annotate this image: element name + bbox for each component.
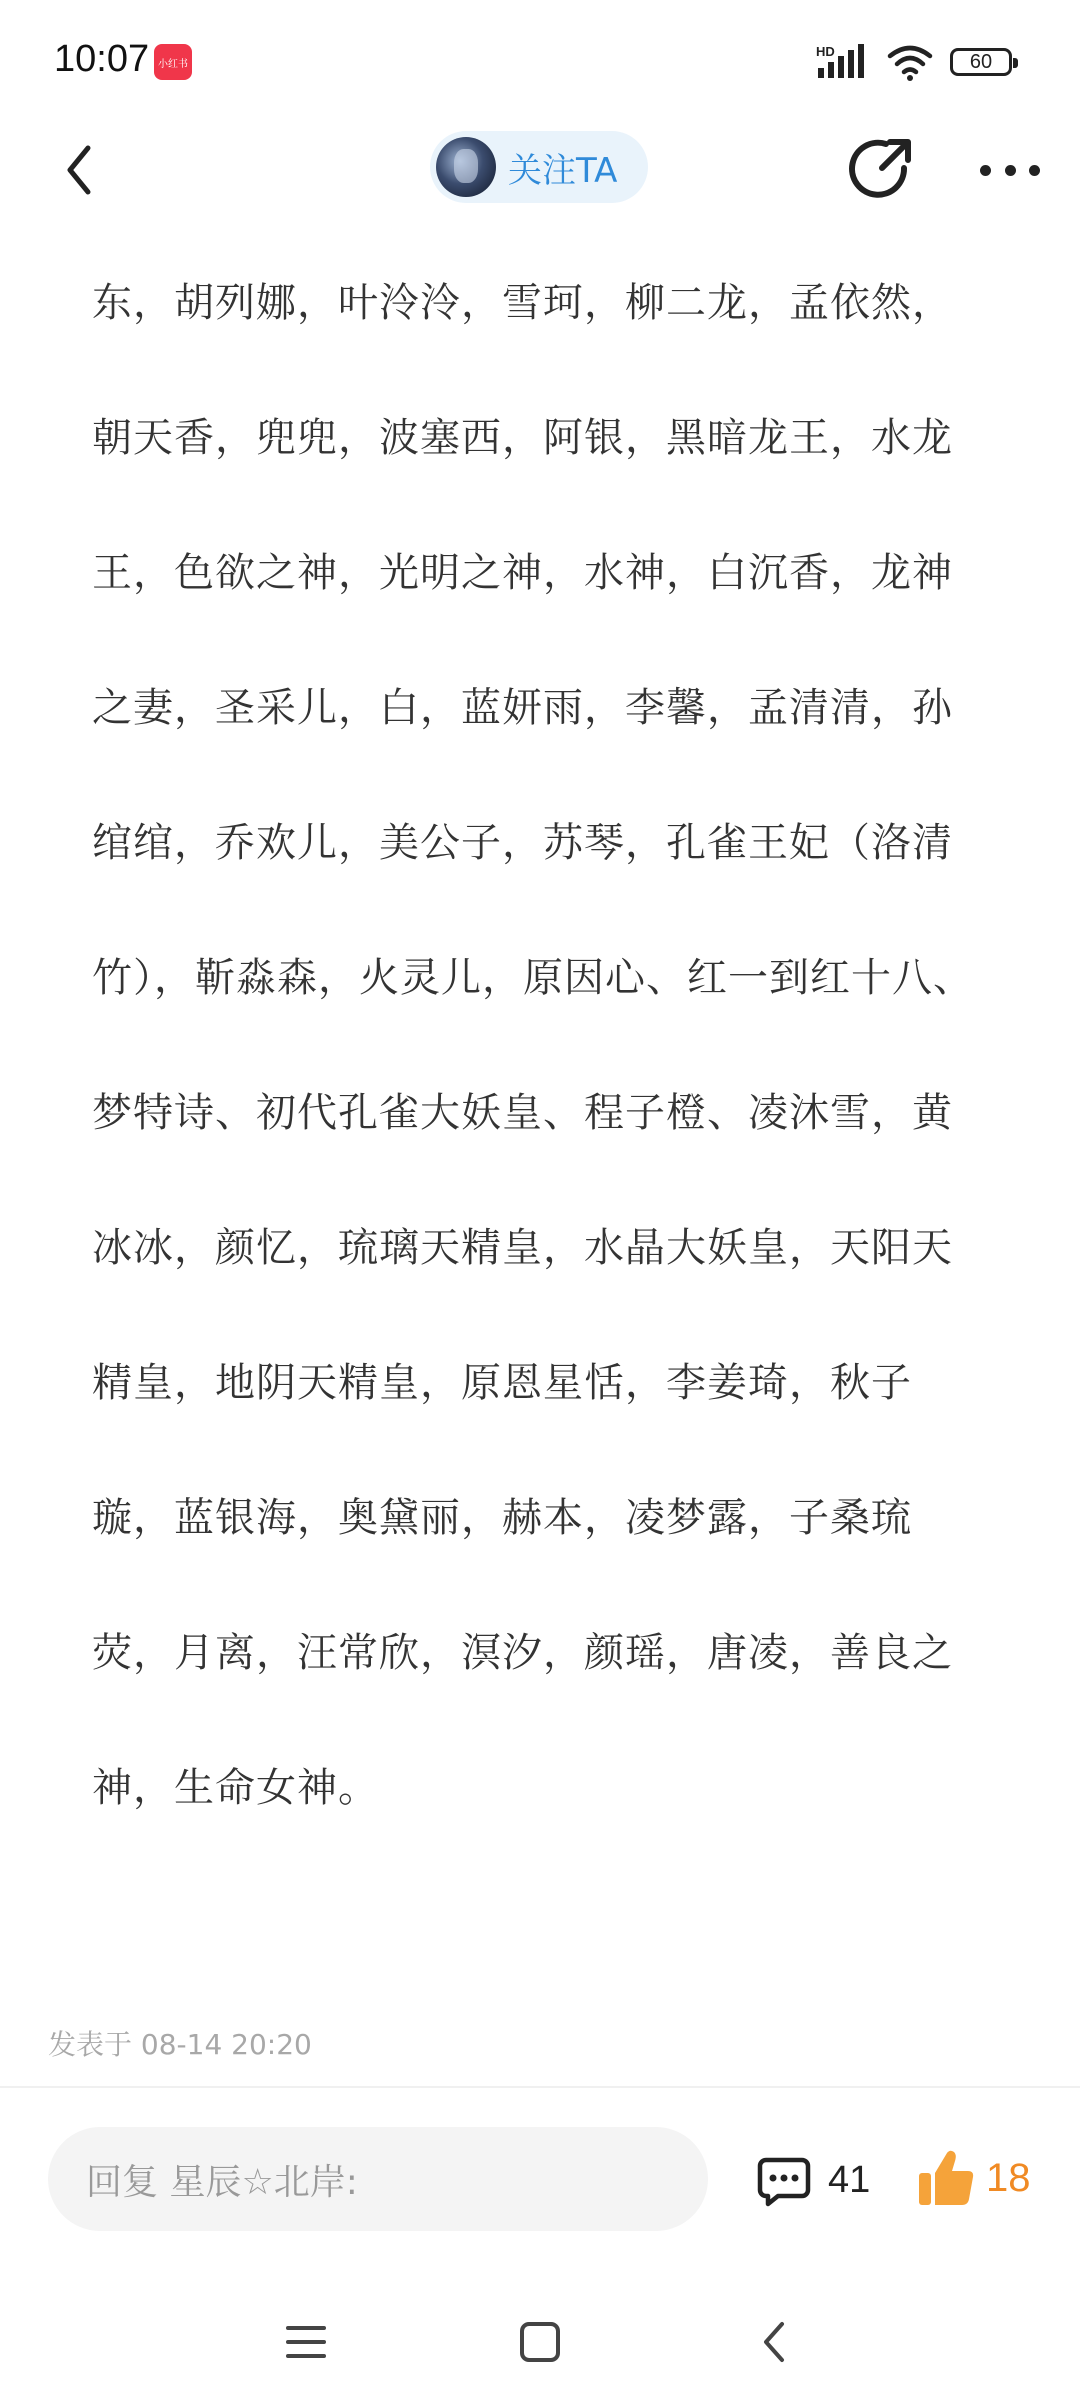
chevron-left-icon	[60, 142, 100, 198]
menu-button[interactable]	[276, 2312, 336, 2372]
status-time: 10:07	[54, 38, 150, 80]
battery-icon	[950, 48, 1012, 76]
app-badge-icon: 小红书	[154, 44, 192, 80]
comment-count: 41	[828, 2158, 871, 2201]
share-button[interactable]	[842, 132, 918, 208]
more-dots-icon	[980, 165, 991, 176]
status-bar	[0, 0, 1080, 120]
network-type-label: HD	[816, 44, 835, 59]
more-dot	[1005, 165, 1016, 176]
home-button[interactable]	[510, 2312, 570, 2372]
post-body-text: 东，胡列娜，叶泠泠，雪珂，柳二龙，孟依然，朝天香，兜兜，波塞西，阿银，黑暗龙王，水龙王，色欲之神，光明之神，水神，白沉香，龙神之妻，圣采儿，白，蓝妍雨，李馨，孟清清，孙绾绾，乔欢儿，美公子，苏琴，孔雀王妃（洛清竹），靳淼森，火灵儿，原因心、红一到红十八、梦特诗、初代孔雀大妖皇、程子橙、凌沐雪，黄冰冰，颜忆，琉璃天精皇，水晶大妖皇，天阳天精皇，地阴天精皇，原恩星恬，李姜琦，秋子璇，蓝银海，奥黛丽，赫本，凌梦露，子桑琉荧，月离，汪常欣，溟汐，颜瑶，唐凌，善良之神，生命女神。	[92, 280, 974, 1811]
battery-level: 60	[969, 50, 993, 73]
wifi-icon	[886, 42, 934, 82]
top-nav	[0, 120, 1080, 220]
follow-button[interactable]	[430, 131, 648, 203]
menu-icon	[284, 2322, 328, 2362]
back-arrow-icon	[756, 2318, 792, 2366]
comment-bubble-icon	[756, 2152, 812, 2208]
share-icon	[842, 132, 918, 208]
follow-label: 关注TA	[508, 150, 618, 191]
comment-button[interactable]	[756, 2148, 870, 2212]
thumbs-up-icon	[916, 2147, 976, 2209]
like-count: 18	[986, 2155, 1031, 2200]
reply-placeholder: 回复 星辰☆北岸:	[86, 2161, 358, 2203]
back-button[interactable]	[40, 130, 120, 210]
reply-input[interactable]	[48, 2127, 708, 2231]
home-square-icon	[518, 2320, 562, 2364]
post-timestamp: 发表于 08-14 20:20	[48, 2028, 312, 2061]
signal-icon	[814, 42, 870, 82]
system-nav-bar	[0, 2290, 1080, 2400]
more-dot	[1029, 165, 1040, 176]
system-back-button[interactable]	[744, 2312, 804, 2372]
author-avatar[interactable]	[436, 137, 496, 197]
post-content	[92, 236, 992, 1856]
like-button[interactable]	[916, 2144, 1031, 2212]
divider	[0, 2086, 1080, 2088]
system-icons	[814, 42, 1012, 82]
more-options-button[interactable]	[972, 132, 1048, 208]
